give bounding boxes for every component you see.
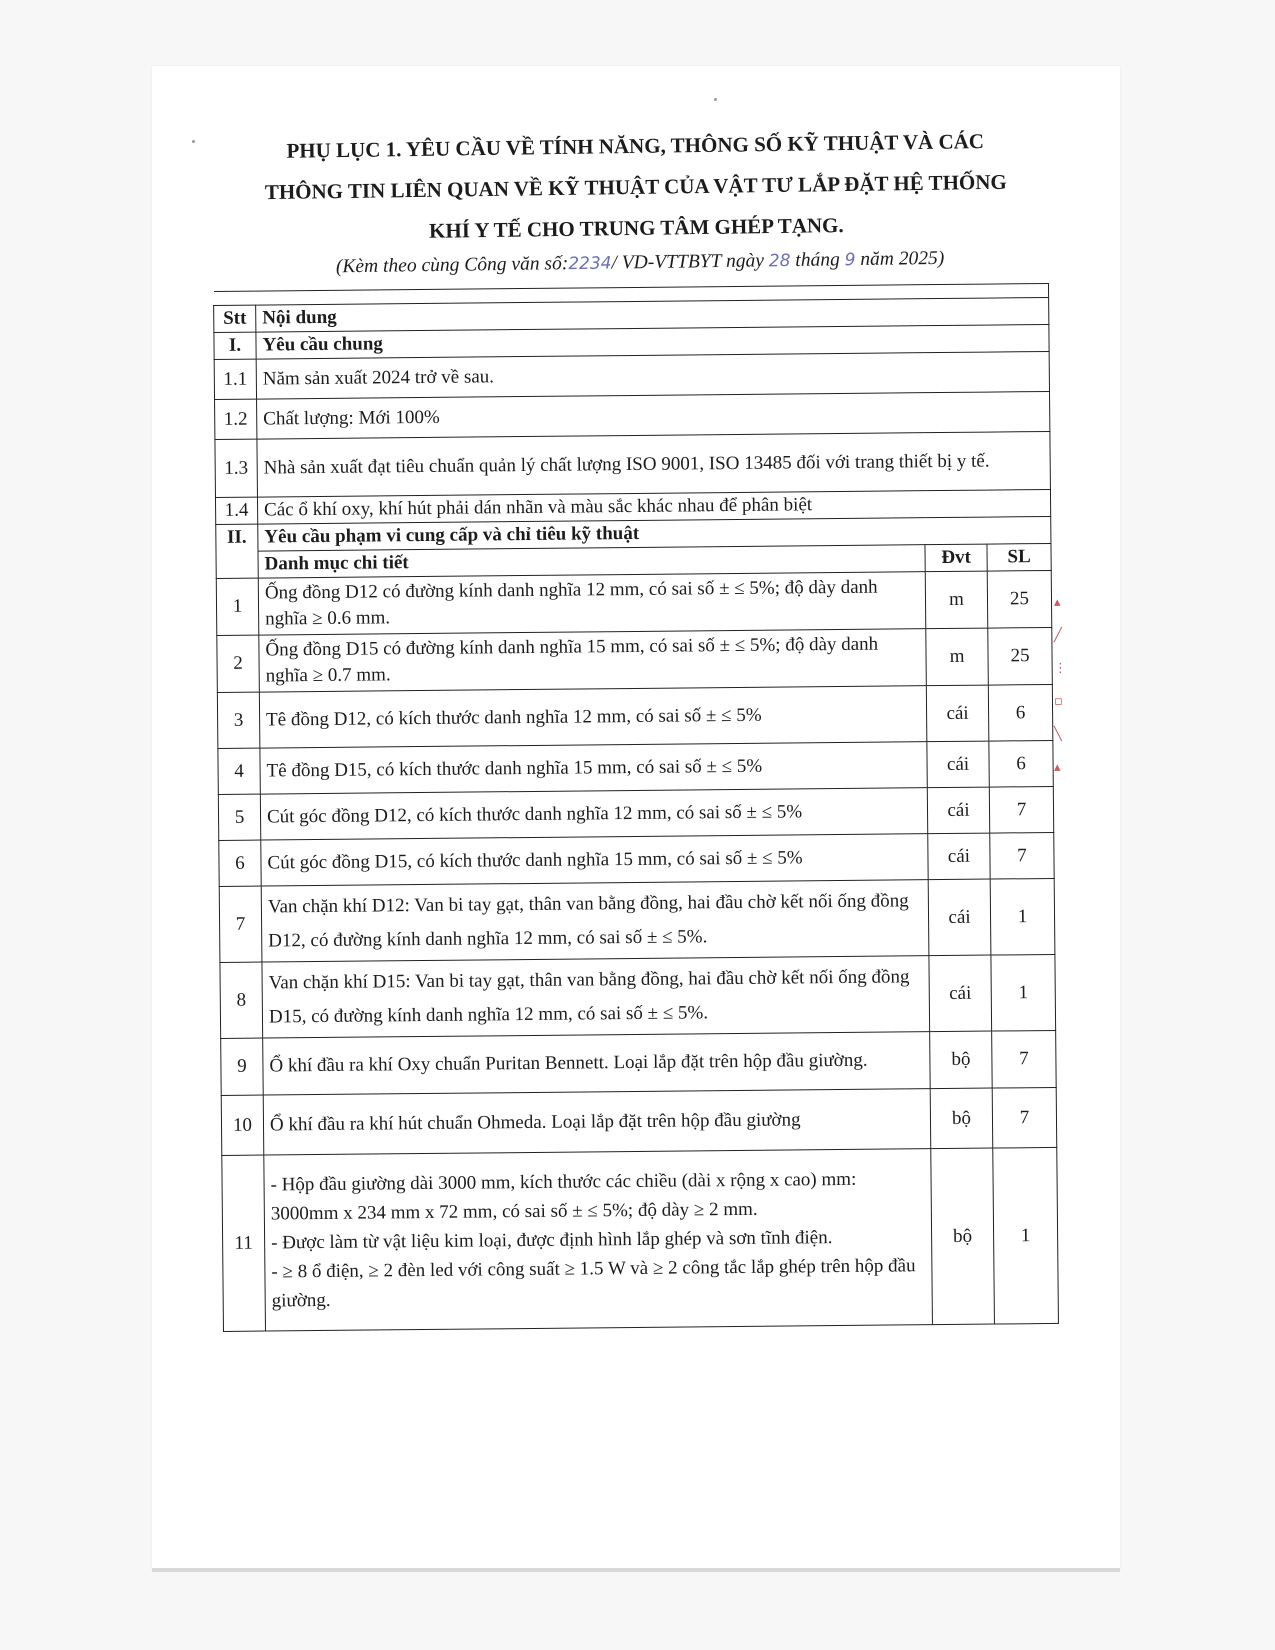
table-row: [219, 878, 1055, 962]
row-stt: 8: [220, 962, 263, 1038]
row-stt: 7: [219, 886, 262, 962]
row-stt: 5: [218, 794, 260, 840]
row-stt: 1.3: [215, 439, 258, 497]
subheader-content: Danh mục chi tiết: [258, 545, 925, 578]
row-text: Chất lượng: Mới 100%: [257, 391, 1050, 439]
table-row: [216, 570, 1052, 635]
table-row: [222, 1147, 1059, 1331]
scan-speck: [192, 140, 195, 143]
row-unit: cái: [929, 955, 992, 1032]
subtitle-prefix: (Kèm theo cùng Công văn số:: [335, 253, 569, 278]
row-unit: m: [925, 571, 988, 629]
row-text: Ống đồng D12 có đường kính danh nghĩa 12 mm, có sai số ± ≤ 5%; độ dày danh nghĩa ≥ 0.6 mm.: [258, 572, 926, 635]
row-qty: 7: [989, 786, 1053, 833]
row-unit: cái: [926, 685, 989, 742]
row-stt: 1.1: [214, 359, 256, 399]
section-1-title: Yêu cầu chung: [256, 324, 1049, 359]
table-row: [221, 1087, 1057, 1155]
row-qty: 6: [989, 740, 1053, 787]
row-stt: 10: [221, 1095, 264, 1155]
row-unit: cái: [928, 833, 990, 880]
row-stt: 1: [216, 578, 259, 635]
row-text: Van chặn khí D12: Van bi tay gạt, thân van bằng đồng, hai đầu chờ kết nối ống đồng D12, có đường kính danh nghĩa 12 mm, có sai số ± ≤ 5%.: [261, 880, 929, 962]
handwritten-month: 9: [844, 250, 856, 271]
margin-stamp-fragment: ▴ ╱ ⋮ ▫ ╲ ▴: [1054, 595, 1067, 775]
row-stt: 6: [219, 840, 261, 886]
specification-table-wrapper: [213, 283, 1059, 1332]
subheader-unit: Đvt: [925, 544, 987, 572]
row-text-multiline: [264, 1149, 933, 1331]
item11-line-1: - Hộp đầu giường dài 3000 mm, kích thước các chiều (dài x rộng x cao) mm: 3000mm x 234 mm x 72 mm, có sai số ± ≤ 5%; độ dày ≥ 2 mm.: [270, 1168, 857, 1225]
row-stt: 2: [217, 635, 260, 692]
row-qty: 7: [992, 1030, 1057, 1088]
row-stt: 4: [218, 748, 260, 794]
header-content: Nội dung: [256, 297, 1049, 332]
table-row: [220, 954, 1056, 1038]
heading-line-2: THÔNG TIN LIÊN QUAN VỀ KỸ THUẬT CỦA VẬT TƯ LẮP ĐẶT HỆ THỐNG: [264, 169, 1007, 205]
subtitle-month-label: tháng: [795, 249, 840, 271]
row-text: Tê đồng D12, có kích thước danh nghĩa 12 mm, có sai số ± ≤ 5%: [259, 686, 927, 748]
row-stt: 1.4: [215, 497, 257, 524]
row-text: Ổ khí đầu ra khí hút chuẩn Ohmeda. Loại lắp đặt trên hộp đầu giường: [263, 1089, 931, 1155]
row-text: Cút góc đồng D15, có kích thước danh nghĩa 15 mm, có sai số ± ≤ 5%: [261, 834, 928, 886]
row-stt: 11: [222, 1155, 266, 1331]
row-qty: 7: [992, 1087, 1057, 1148]
section-2-title: Yêu cầu phạm vi cung cấp và chỉ tiêu kỹ thuật: [258, 516, 1051, 551]
row-text: Nhà sản xuất đạt tiêu chuẩn quản lý chất lượng ISO 9001, ISO 13485 đối với trang thiết bị y tế.: [257, 431, 1051, 497]
document-heading: [200, 120, 1072, 255]
row-text: Tê đồng D15, có kích thước danh nghĩa 15 mm, có sai số ± ≤ 5%: [260, 742, 927, 794]
table-row: [218, 740, 1053, 794]
section-1-stt: I.: [214, 332, 256, 359]
row-unit: bộ: [930, 1088, 993, 1149]
table-row: [215, 431, 1051, 497]
row-qty: 1: [993, 1147, 1059, 1324]
subtitle-suffix: năm 2025): [860, 247, 945, 271]
row-unit: bộ: [930, 1031, 993, 1089]
subtitle-middle: / VD-VTTBYT ngày: [611, 250, 765, 274]
row-qty: 1: [991, 954, 1056, 1031]
row-stt: 1.2: [215, 399, 257, 439]
table-row: [217, 684, 1052, 748]
row-unit: bộ: [931, 1148, 995, 1325]
heading-line-3: KHÍ Y TẾ CHO TRUNG TÂM GHÉP TẠNG.: [428, 213, 844, 243]
table-row: [218, 786, 1053, 840]
row-qty: 1: [990, 878, 1055, 955]
specification-table: [213, 283, 1059, 1332]
table-row: [217, 627, 1053, 692]
row-qty: 6: [988, 684, 1053, 741]
row-unit: cái: [927, 787, 989, 834]
table-row: [221, 1030, 1057, 1095]
page-bottom-edge: [152, 1568, 1120, 1572]
scan-speck: [714, 98, 717, 101]
row-stt: 3: [217, 692, 260, 748]
row-text: Cút góc đồng D12, có kích thước danh nghĩa 12 mm, có sai số ± ≤ 5%: [260, 788, 927, 840]
row-text: Van chặn khí D15: Van bi tay gạt, thân van bằng đồng, hai đầu chờ kết nối ống đồng D15, có đường kính danh nghĩa 12 mm, có sai số ± ≤ 5%.: [262, 956, 930, 1038]
row-qty: 25: [987, 570, 1052, 628]
header-stt: Stt: [214, 305, 256, 332]
row-stt: 9: [221, 1038, 264, 1095]
handwritten-doc-number: 2234: [568, 253, 612, 275]
table-row: [219, 832, 1054, 886]
subheader-qty: SL: [987, 543, 1051, 571]
row-unit: cái: [928, 879, 991, 956]
row-qty: 25: [988, 627, 1053, 685]
row-text: Các ổ khí oxy, khí hút phải dán nhãn và màu sắc khác nhau để phân biệt: [257, 489, 1050, 524]
item11-line-2: - Được làm từ vật liệu kim loại, được định hình lắp ghép và sơn tĩnh điện.: [271, 1227, 833, 1254]
row-text: Ổ khí đầu ra khí Oxy chuẩn Puritan Bennett. Loại lắp đặt trên hộp đầu giường.: [263, 1032, 931, 1095]
item11-line-3: - ≥ 8 ổ điện, ≥ 2 đèn led với công suất ≥ 1.5 W và ≥ 2 công tắc lắp ghép trên hộp đầu giường.: [271, 1255, 916, 1312]
row-qty: 7: [990, 832, 1054, 879]
row-text: Ống đồng D15 có đường kính danh nghĩa 15 mm, có sai số ± ≤ 5%; độ dày danh nghĩa ≥ 0.7 mm.: [259, 629, 927, 692]
row-text: Năm sản xuất 2024 trở về sau.: [256, 351, 1049, 399]
handwritten-day: 28: [768, 251, 791, 272]
row-unit: cái: [927, 741, 989, 788]
row-unit: m: [926, 628, 989, 686]
section-2-stt: II.: [216, 524, 259, 578]
heading-line-1: PHỤ LỤC 1. YÊU CẦU VỀ TÍNH NĂNG, THÔNG SỐ KỸ THUẬT VÀ CÁC: [286, 129, 985, 163]
